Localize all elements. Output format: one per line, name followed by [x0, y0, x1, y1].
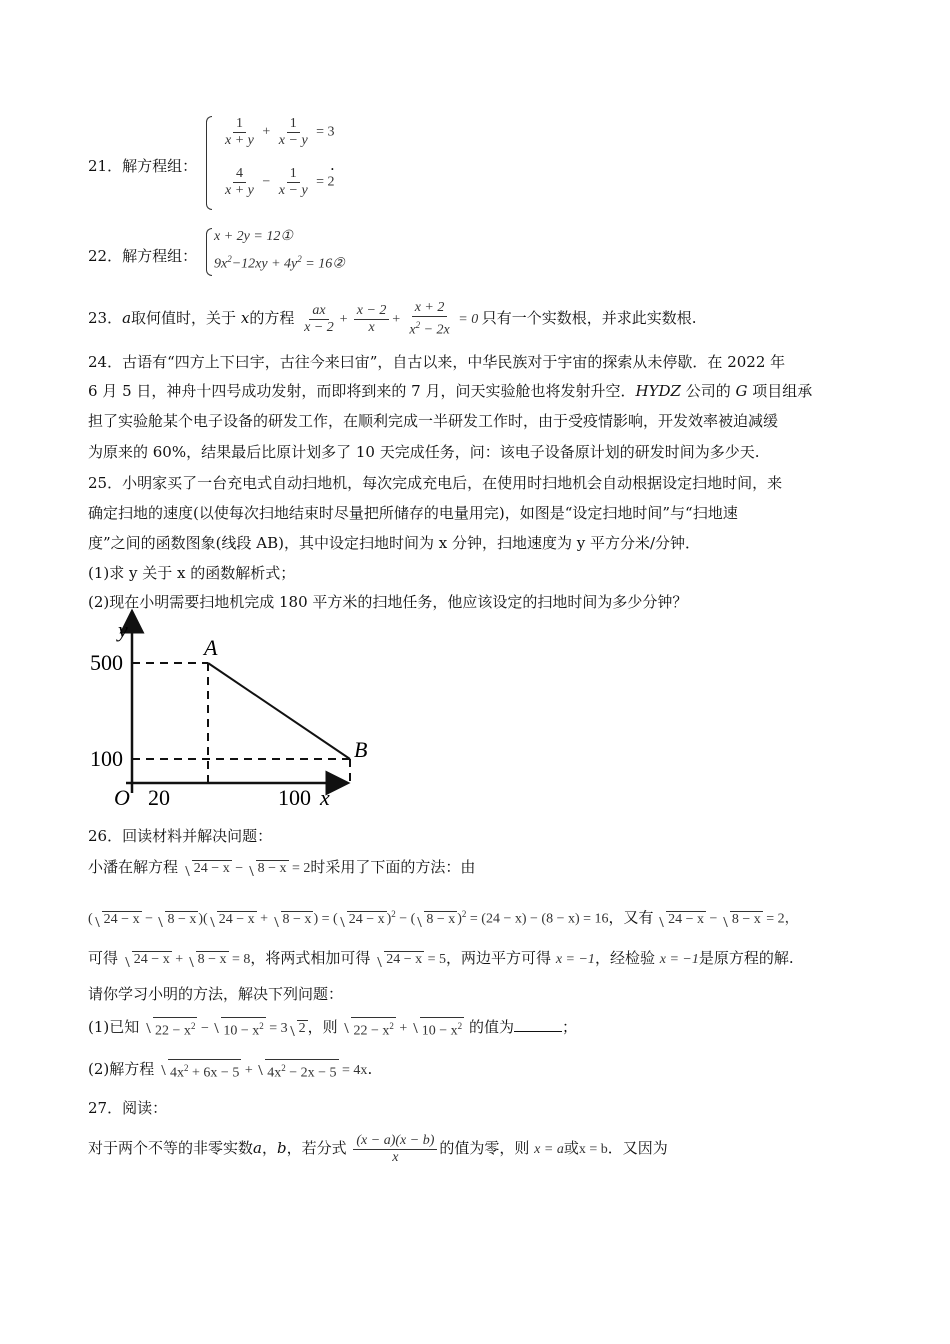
- x-tick-20: 20: [148, 785, 170, 810]
- q22-equation-2: $9x^2-12xy + 4y^2$ = 16②: [214, 254, 345, 272]
- q26-part-2: (2)解方程 $4x^2 + 6x - 5 + 4x^2 - 2x - 5 = 4x$.: [88, 1060, 373, 1082]
- q24-line-4: 为原来的 60%，结果最后比原计划多了 10 天完成任务，问：该电子设备原计划的研发时间为多少天.: [88, 443, 760, 461]
- y-axis-label: y: [118, 617, 128, 642]
- origin-label: O: [114, 785, 130, 810]
- q21-equation-2: $\frac{4}{x + y}$ − $\frac{1}{x - y}$ = 2: [225, 166, 335, 198]
- segment-ab: [208, 663, 350, 759]
- q26-line-1: 小潘在解方程 24 − x − 8 − x = 2时采用了下面的方法：由: [88, 858, 476, 877]
- point-b-label: B: [354, 737, 368, 762]
- q22-equation-1: x + 2y = 12①: [214, 229, 293, 244]
- q21-brace: [206, 116, 212, 210]
- q25-part-1: (1)求 y 关于 x 的函数解析式；: [88, 564, 296, 582]
- q25-line-3: 度”之间的函数图象(线段 AB)，其中设定扫地时间为 x 分钟，扫地速度为 y 平方分米/分钟．: [88, 534, 701, 552]
- y-tick-500: 500: [90, 650, 123, 675]
- q26-part-1: (1)已知 $22 - x^2 - 10 - x^2 = 3$ 2 ，则 $22 - x^2 + 10 - x^2$ 的值为 ；: [88, 1018, 577, 1040]
- q24-line-1: 24．古语有“四方上下曰宇，古往今来曰宙”，自古以来，中华民族对于宇宙的探索从未停歇．在 2022 年: [88, 353, 786, 371]
- y-tick-100: 100: [90, 746, 123, 771]
- answer-blank[interactable]: [514, 1017, 562, 1032]
- q23-line: 23．a取何值时，关于 x的方程 $\frac{ax}{x - 2}$ + $\frac{x - 2}{x}$ + $\frac{x + 2}{x^2 - 2x}$ = 0 只有一个实数根，并求此实数根.: [88, 300, 697, 339]
- q22-label: 22．解方程组：: [88, 247, 198, 265]
- point-a-label: A: [204, 635, 218, 660]
- function-graph: [86, 615, 368, 810]
- q27-title: 27．阅读：: [88, 1099, 168, 1117]
- q26-line-2: ( 24 − x − 8 − x )( 24 − x + 8 − x ) = ( 24 − x )$^2$ − ( 8 − x )$^2$ = (24 − x) − (8 − x) = 16，又有 24 − x − 8 − x = 2，: [88, 908, 799, 927]
- x-tick-100: 100: [278, 785, 311, 810]
- q25-line-1: 25．小明家买了一台充电式自动扫地机，每次完成充电后，在使用时扫地机会自动根据设定扫地时间，来: [88, 474, 783, 492]
- q22-brace: [206, 228, 212, 276]
- q24-line-2: 6 月 5 日，神舟十四号成功发射，而即将到来的 7 月，问天实验舱也将发射升空．HYDZ 公司的 G 项目组承: [88, 382, 813, 400]
- q27-line-1: 对于两个不等的非零实数a，b，若分式 $\frac{(x - a)(x - b)}{x}$ 的值为零，则 x = a或x = b．又因为: [88, 1133, 668, 1166]
- q26-line-4: 请你学习小明的方法，解决下列问题：: [88, 985, 344, 1003]
- q26-line-3: 可得 24 − x + 8 − x = 8，将两式相加可得 24 − x = 5，两边平方可得 x = −1，经检验 x = −1是原方程的解.: [88, 949, 794, 968]
- x-axis-label: x: [320, 785, 330, 810]
- q21-end: .: [330, 156, 335, 174]
- q25-line-2: 确定扫地的速度(以使每次扫地结束时尽量把所储存的电量用完)，如图是“设定扫地时间”与“扫地速: [88, 504, 738, 522]
- q21-label: 21．解方程组：: [88, 157, 198, 175]
- q26-title: 26．回读材料并解决问题：: [88, 827, 273, 845]
- q25-part-2: (2)现在小明需要扫地机完成 180 平方米的扫地任务，他应该设定的扫地时间为多少分钟？: [88, 593, 688, 611]
- q21-equation-1: $\frac{1}{x + y}$ + $\frac{1}{x - y}$ = 3: [225, 116, 335, 148]
- q24-line-3: 担了实验舱某个电子设备的研发工作，在顺利完成一半研发工作时，由于受疫情影响，开发效率被迫减缓: [88, 412, 779, 430]
